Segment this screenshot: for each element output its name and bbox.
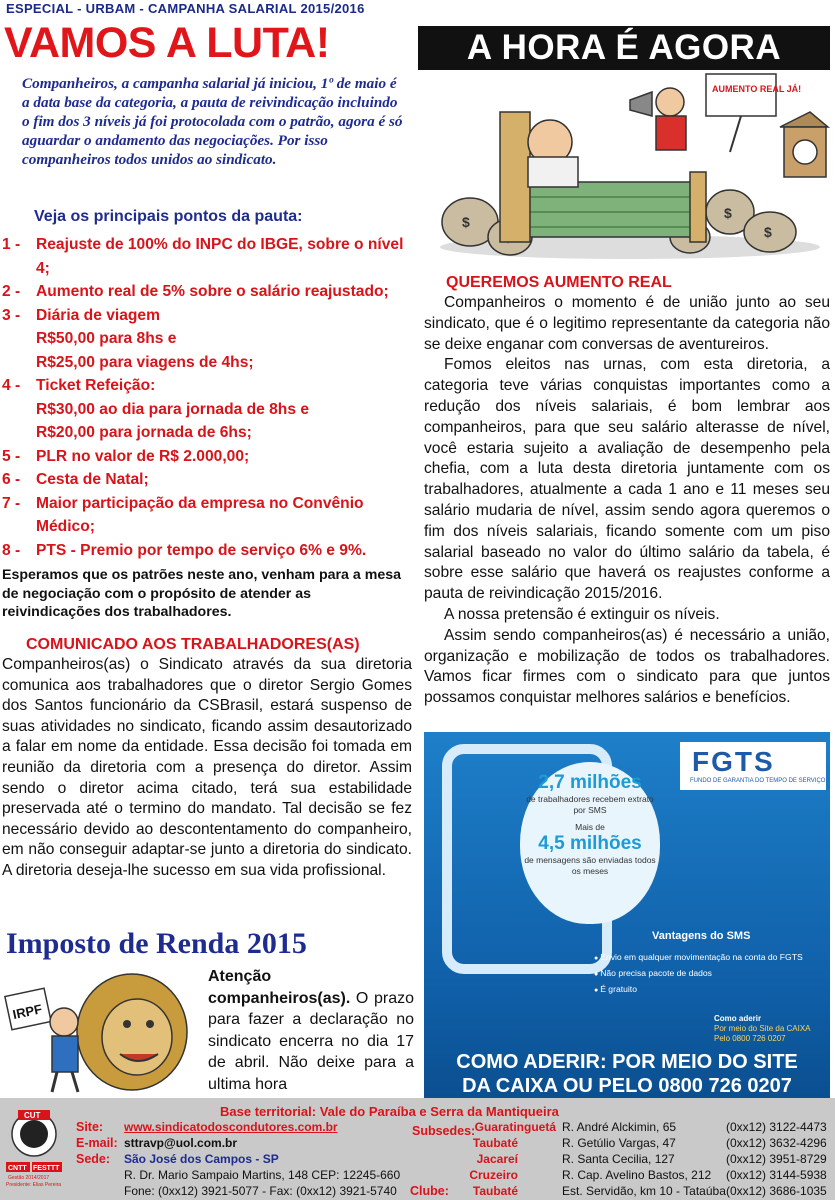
presidente-text: Presidente: Elias Pereira	[6, 1182, 62, 1188]
fgts-logo-text: FGTS	[692, 746, 775, 777]
stat-small: de mensagens são enviadas todos os meses	[524, 855, 656, 876]
adv-list	[594, 950, 824, 998]
comunicado-title: COMUNICADO AOS TRABALHADORES(AS)	[26, 636, 360, 653]
cut-logo-text: CUT	[24, 1111, 41, 1120]
email-label: E-mail:	[76, 1136, 118, 1150]
pauta-item: 2 - Aumento real de 5% sobre o salário reajustado;	[2, 283, 389, 300]
edition-tag: ESPECIAL - URBAM - CAMPANHA SALARIAL 2015/2016	[6, 1, 365, 16]
pauta-subitem: R$30,00 ao dia para jornada de 8hs e	[36, 400, 310, 418]
ir-text	[208, 966, 414, 1095]
como-aderir-line: Pelo 0800 726 0207	[714, 1034, 786, 1043]
cartoon-sign-text: AUMENTO REAL JÁ!	[712, 84, 802, 94]
clube-label: Clube:	[410, 1184, 449, 1198]
subsede-city: Taubaté	[472, 1136, 518, 1150]
pauta-item: 6 - Cesta de Natal;	[2, 471, 149, 488]
clube-city: Taubaté	[472, 1184, 518, 1198]
base-territorial: Base territorial: Vale do Paraíba e Serra da Mantiqueira	[220, 1104, 559, 1119]
svg-text:$: $	[724, 205, 732, 221]
queremos-text	[424, 293, 830, 709]
fgts-logo	[680, 742, 826, 790]
queremos-paragraph: Fomos eleitos nas urnas, com esta diretoria, a categoria teve várias conquistas importantes como a redução dos níveis salariais, é bom lembrar aos companheiros, para que seu salário alterasse de nível, você estaria sujeito a avaliação de desempenho pela chefia, com a luta desta diretoria juntamente com os trabalhadores, atualmente a cada 1 ano e 11 meses seu salário mudaria de nível, assim sendo agora queremos o fim dos níveis salariais, ficando somente com um piso salarial baseado no valor do último salário da tabela, é sobre esse salário que haverá os reajustes conforme a pauta de reivindicação 2015/2016.	[424, 356, 830, 603]
sms-bubble	[520, 762, 660, 924]
sede-address: R. Dr. Mario Sampaio Martins, 148 CEP: 12245-660	[124, 1168, 401, 1182]
footer	[0, 1098, 835, 1200]
adv-item: ● Envio em qualquer movimentação na conta do FGTS	[594, 950, 824, 966]
banner-line: DA CAIXA OU PELO 0800 726 0207	[462, 1075, 792, 1097]
adv-item: ● Não precisa pacote de dados	[594, 966, 824, 982]
site-link[interactable]: www.sindicatodoscondutores.com.br	[124, 1120, 338, 1134]
pauta-subitem: R$50,00 para 8hs e	[36, 330, 177, 347]
ir-lead: Atenção companheiros(as).	[208, 968, 351, 1007]
queremos-paragraph: Assim sendo companheiros(as) é necessário a união, organização e mobilização de todos os trabalhadores. Vamos ficar firmes com o sindicato para que juntos possamos conquistar melhores salários e benefícios.	[424, 626, 830, 707]
pauta-subitem: R$20,00 para jornada de 6hs;	[36, 424, 252, 441]
como-aderir-line: Por meio do Site da CAIXA	[714, 1024, 811, 1033]
sede-label: Sede:	[76, 1152, 111, 1166]
gestao-text: Gestão 2014/2017	[8, 1175, 50, 1181]
pauta-item: 4 - Ticket Refeição:	[2, 377, 156, 394]
fgts-logo-subtitle: FUNDO DE GARANTIA DO TEMPO DE SERVIÇO	[690, 778, 826, 784]
stat-big: 4,5 milhões	[538, 833, 642, 854]
cntt-logo-text: CNTT	[8, 1165, 27, 1172]
union-logo	[6, 1108, 62, 1188]
sede-phone: Fone: (0xx12) 3921-5077 - Fax: (0xx12) 3921-5740	[124, 1184, 397, 1198]
subsede-phone: (0xx12) 3951-8729	[726, 1152, 827, 1166]
subsede-address: R. Getúlio Vargas, 47	[562, 1136, 676, 1150]
ir-body: O prazo para fazer a declaração no sindicato encerra no dia 17 de abril. Não deixe para a ultima hora	[208, 989, 414, 1093]
protest-cartoon	[430, 72, 830, 262]
subsede-phone: (0xx12) 3632-4296	[726, 1136, 827, 1150]
pauta-item: 7 - Maior participação da empresa no Convênio Médico;	[2, 494, 364, 535]
adv-title: Vantagens do SMS	[652, 930, 751, 942]
clube-phone: (0xx12) 3686-1035	[726, 1184, 827, 1198]
queremos-paragraph: Companheiros o momento é de união junto ao seu sindicato, que é o legitimo representante da categoria não se deixe enganar com conversas de aventureiros.	[424, 294, 830, 353]
festtt-logo-text: FESTTT	[33, 1165, 60, 1172]
pauta-list	[2, 233, 420, 562]
subsede-address: R. Cap. Avelino Bastos, 212	[562, 1168, 712, 1182]
subsedes-label: Subsedes:	[412, 1124, 476, 1138]
email-link[interactable]: sttravp@uol.com.br	[124, 1136, 238, 1150]
queremos-paragraph: A nossa pretensão é extinguir os níveis.	[444, 605, 720, 623]
queremos-title: QUEREMOS AUMENTO REAL	[446, 274, 672, 291]
irpf-badge: IRPF	[11, 1001, 44, 1023]
svg-text:$: $	[764, 224, 772, 240]
clube-address: Est. Servidão, km 10 - Tataúba	[562, 1184, 726, 1198]
pauta-item: 5 - PLR no valor de R$ 2.000,00;	[2, 447, 250, 465]
hora-banner: A HORA É AGORA	[418, 26, 830, 70]
subsede-phone: (0xx12) 3144-5938	[726, 1168, 827, 1182]
comunicado-text: Companheiros(as) o Sindicato através da sua diretoria comunica aos trabalhadores que o diretor Sergio Gomes dos Santos funcionário da CSBrasil, estará suspenso de suas atividades no sindicato, ficando assim desautorizado a falar em nome da entidade. Essa decisão foi tomada em reunião da diretoria com a presença do diretor. Assim sendo o diretor acima citado, terá sua estabilidade preservada até o termino do mandato. Tal decisão se fez necessário devido ao descontentamento do companheiro, em não conseguir adaptar-se junto a diretoria do sindicato. A diretoria deseja-lhe sucesso em sua vida profissional.	[2, 656, 412, 879]
como-aderir-title: Como aderir	[714, 1014, 762, 1023]
subsede-address: R. Santa Cecilia, 127	[562, 1152, 675, 1166]
pauta-title: Veja os principais pontos da pauta:	[34, 208, 303, 225]
pauta-item: 8 - PTS - Premio por tempo de serviço 6% e 9%.	[2, 541, 367, 559]
stat-small: de trabalhadores recebem extrato por SMS	[526, 794, 654, 815]
fgts-ad	[424, 732, 830, 1098]
pauta-item: 3 - Diária de viagem	[2, 306, 160, 324]
subsede-city: Cruzeiro	[469, 1168, 518, 1182]
sede-city: São José dos Campos - SP	[124, 1152, 279, 1166]
svg-text:$: $	[462, 214, 470, 230]
pauta-item: 1 - Reajuste de 100% do INPC do IBGE, sobre o nível 4;	[2, 236, 404, 277]
como-aderir-box	[714, 1014, 811, 1044]
stat-small: Mais de	[575, 822, 605, 832]
como-aderir-banner	[424, 1050, 830, 1098]
adv-item: ● É gratuito	[594, 982, 824, 998]
site-label: Site:	[76, 1120, 104, 1134]
subsede-city: Jacareí	[476, 1152, 518, 1166]
ir-title: Imposto de Renda 2015	[6, 927, 307, 960]
pauta-subitem: R$25,00 para viagens de 4hs;	[36, 353, 254, 371]
top-bar	[0, 0, 835, 18]
intro-paragraph: Companheiros, a campanha salarial já iniciou, 1º de maio é a data base da categoria, a pauta de reivindicação incluindo o fim dos 3 níveis já foi protocolada com o patrão, agora é só aguardar o andamento das negociações. Por isso companheiros todos unidos ao sindicato.	[22, 75, 403, 168]
esperamos-paragraph: Esperamos que os patrões neste ano, venham para a mesa de negociação com o propósito de atender as reivindicações dos trabalhadores.	[2, 567, 401, 620]
subsede-city: Guaratinguetá	[474, 1120, 556, 1134]
banner-line: COMO ADERIR: POR MEIO DO SITE	[456, 1051, 798, 1073]
stat-big: 2,7 milhões	[538, 772, 642, 793]
headline: VAMOS A LUTA!	[4, 19, 330, 67]
subsede-address: R. André Alckimin, 65	[562, 1120, 677, 1134]
subsede-phone: (0xx12) 3122-4473	[726, 1120, 827, 1134]
lion-cartoon	[2, 962, 202, 1094]
